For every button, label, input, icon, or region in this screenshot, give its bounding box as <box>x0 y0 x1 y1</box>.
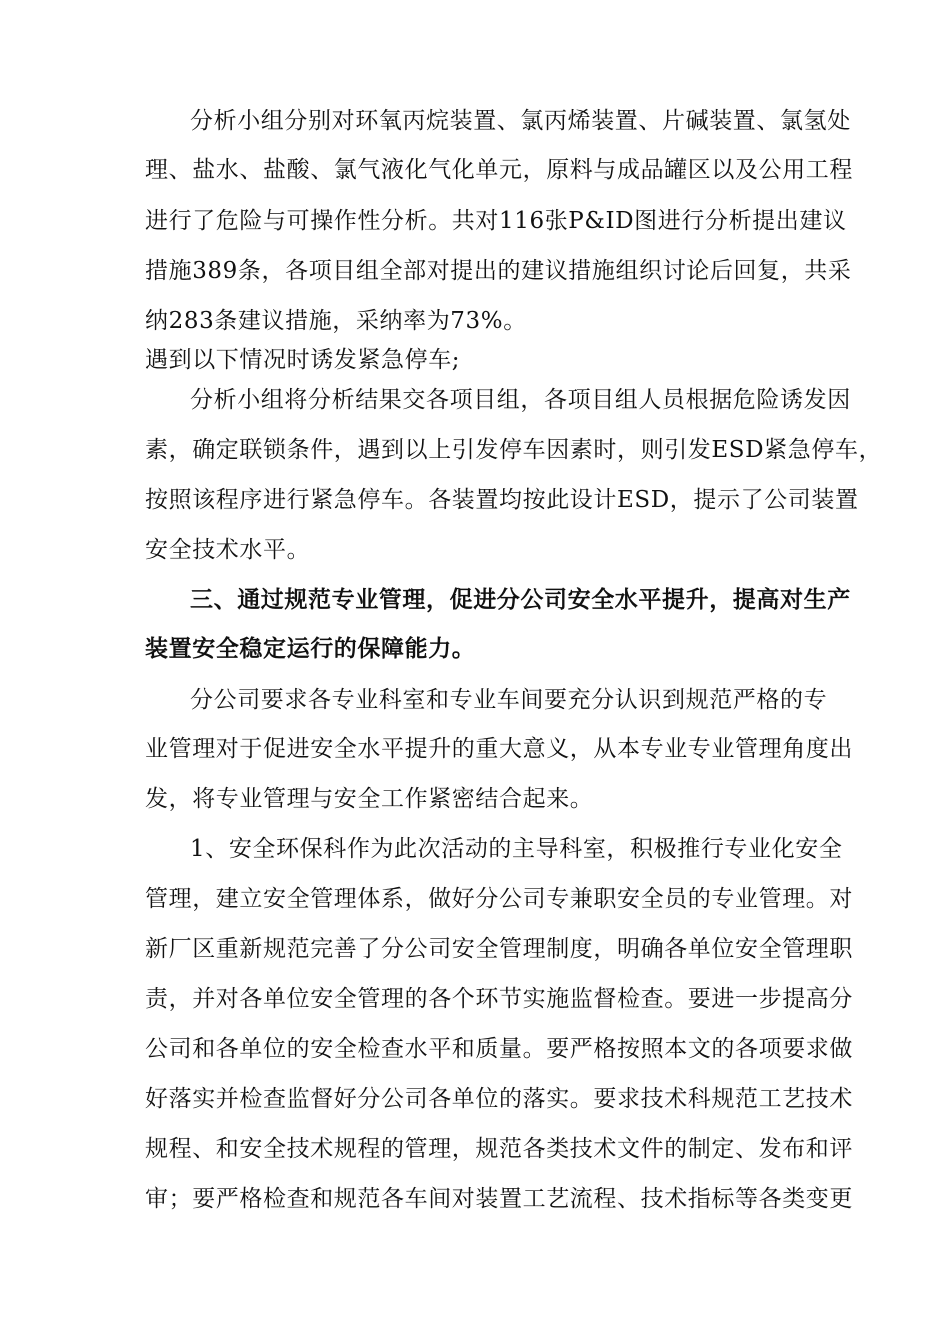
section-heading: 三、通过规范专业管理，促进分公司安全水平提升，提高对生产 <box>190 586 851 613</box>
text-line: 公司和各单位的安全检查水平和质量。要严格按照本文的各项要求做 <box>145 1036 853 1062</box>
text-line: 安全技术水平。 <box>145 537 311 563</box>
text-line: 遇到以下情况时诱发紧急停车; <box>145 347 461 373</box>
text-line: 进行了危险与可操作性分析。共对116张P&ID图进行分析提出建议 <box>145 208 847 234</box>
text-line: 素，确定联锁条件，遇到以上引发停车因素时，则引发ESD紧急停车， <box>145 437 883 463</box>
text-line: 分公司要求各专业科室和专业车间要充分认识到规范严格的专 <box>190 687 828 713</box>
text-line: 业管理对于促进安全水平提升的重大意义，从本专业专业管理角度出 <box>145 736 853 762</box>
text-line: 按照该程序进行紧急停车。各装置均按此设计ESD，提示了公司装置 <box>145 487 859 513</box>
text-line: 审；要严格检查和规范各车间对装置工艺流程、技术指标等各类变更 <box>145 1186 853 1212</box>
text-line: 规程、和安全技术规程的管理，规范各类技术文件的制定、发布和评 <box>145 1136 853 1162</box>
text-line: 1、安全环保科作为此次活动的主导科室，积极推行专业化安全 <box>190 836 843 862</box>
text-line: 责，并对各单位安全管理的各个环节实施监督检查。要进一步提高分 <box>145 986 853 1012</box>
text-line: 新厂区重新规范完善了分公司安全管理制度，明确各单位安全管理职 <box>145 936 853 962</box>
text-line: 管理，建立安全管理体系，做好分公司专兼职安全员的专业管理。对 <box>145 886 853 912</box>
section-heading: 装置安全稳定运行的保障能力。 <box>145 635 476 662</box>
text-line: 分析小组将分析结果交各项目组，各项目组人员根据危险诱发因 <box>190 387 851 413</box>
text-line: 好落实并检查监督好分公司各单位的落实。要求技术科规范工艺技术 <box>145 1086 853 1112</box>
text-line: 措施389条，各项目组全部对提出的建议措施组织讨论后回复，共采 <box>145 258 852 284</box>
text-line: 理、盐水、盐酸、氯气液化气化单元，原料与成品罐区以及公用工程 <box>145 157 853 183</box>
text-line: 发，将专业管理与安全工作紧密结合起来。 <box>145 786 594 812</box>
text-line: 纳283条建议措施，采纳率为73%。 <box>145 308 527 334</box>
text-line: 分析小组分别对环氧丙烷装置、氯丙烯装置、片碱装置、氯氢处 <box>190 108 851 134</box>
